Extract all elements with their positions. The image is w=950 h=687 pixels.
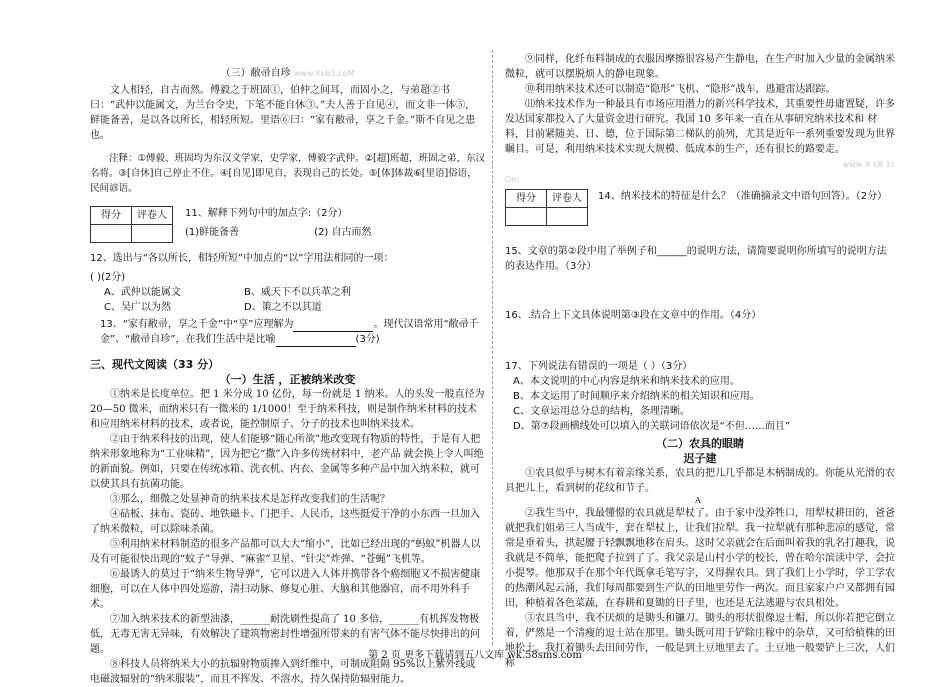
question-13 [90,317,485,347]
paragraph-10: ⑩利用纳米技术还可以制造“隐形”飞机、“隐形”战车，逃避雷达跟踪。 [525,84,836,95]
q17-option-d: D、第⑦段画横线处可以填入的关联词语依次是“不但……而且” [513,421,791,432]
grader-label: 评卷人 [132,207,173,225]
poem-heading [90,66,485,81]
article-2-author: 迟子建 [683,452,717,465]
q13-part-1: 13、“家有敝帚，享之千金”中“享”应理解为 [100,319,294,330]
right-column [505,52,895,671]
paragraph-b3: ③农具当中，我不厌烦的是锄头和镰刀。锄头的形状很像逗士帽，所以你若把它倒立着，俨然是一个清瘦的逗士站在那里。锄头既可用于铲除庄稼中的杂草，又可给植株的田地松土。我扛着锄头去田间劳作，一般是到土豆地里去了。土豆地一般要铲上三次，人们称 [505,613,895,669]
mark-a: A [695,496,701,505]
q13-score: (3分) [355,334,380,345]
question-11: 11、解释下列句中的加点字:（2分） [185,208,348,219]
q17-option-c: C、文章运用总分总的结构，条理清晰。 [513,406,690,417]
mark-a-line [505,496,895,506]
paragraph-1: ①纳米是长度单位。把 1 米分成 10 亿份，每一份就是 1 纳米。人的头发一般直径为 20—50 微米，而纳米只有一微米的 1/1000！至于纳米科技，则是制作纳米材料的技术和应用纳米材料的技术，或者说，能控制原子、分子的技术也叫纳米技术。 [90,389,485,430]
paragraph-8: ⑧科技人员将纳米大小的抗辐射物质掺入到纤维中，可制成阻隔 95%以上紫外线或电磁波辐射的“纳米服装”，而且不挥发、不溶水，持久保持防辐射能力。 [90,659,476,685]
left-column [90,52,485,687]
q12-option-c: C、吴广以为然 [104,302,171,313]
paragraph-6: ⑥最诱人的莫过于“纳米生物导弹”，它可以进入人体并携带各个癌细胞又不损害健康细胞，可以在人体中四处巡游，清扫动脉、修复心脏、大脑和其他器官，而不用外科手术。 [90,569,481,610]
paragraph-b1: ①农具似乎与树木有着亲缘关系，农具的把儿几乎都是木柄制成的。你能从光滑的农具把儿上，看到树的花纹和节子。 [505,468,895,494]
article-1-title: （一）生活 ，正被纳米改变 [219,373,356,386]
grader-label: 评卷人 [547,190,588,208]
question-14: 14、纳米技术的特征是什么？（准确摘录文中语句回答）。（2分） [598,191,888,202]
score-label: 得分 [506,190,547,208]
watermark: www X kB 1c [842,160,895,169]
watermark-line-2 [505,172,895,187]
q17-option-a: A、本文说明的中心内容是纳米和纳米技术的应用。 [513,376,740,387]
question-15: 15、文章的第②段中用了举例子和______的说明方法，请简要说明你所填写的说明方法的表达作用。（3分） [505,246,887,272]
article-2-title: （二）农具的眼睛 [656,437,744,450]
classical-passage: 文人相轻，自古而然。傅毅之于班固①，伯仲之间耳，而固小之，与弟超②书曰：“武仲以能属文，为兰台令史，下笔不能自休③。”夫人善于自见④，而文非一体⑤，鲜能备善，是以各以所长，相轻所短。里语⑥曰：“家有敝帚，享之千金。”斯不自见之患也。 [90,85,476,141]
score-table [90,206,173,243]
q11-item-1: (1)鲜能备善 [185,227,240,238]
question-17: 17、下列说法有错误的一项是（ ）（3分） [505,361,693,372]
q11-block [90,206,485,243]
page-footer: 第 2 页 更多下载请到五八文库 wk.58sms.com [368,650,582,661]
q12-option-d: D、策之不以其道 [244,302,322,313]
paragraph-7: ⑦加入纳米技术的新型油漆，______耐洗刷性提高了 10 多倍，______有机挥发物极低，无毒无害无异味，有效解决了建筑物密封性增强所带来的有害气体不能尽快排出的问题。 [90,614,480,655]
q12-option-b: B、威天下不以兵革之利 [244,287,351,298]
question-16: 16、.结合上下文具体说明第③段在文章中的作用。（4分） [505,310,762,321]
score-cell[interactable] [506,208,547,226]
q13-part-2: 。现代汉语常用“敝帚千金”、“敝帚自珍”，在我们生活中是比喻 [100,319,479,345]
paragraph-11: ⑾纳米技术作为一种最具有市场应用潜力的新兴科学技术，其重要性毋庸置疑，许多发达国家都投入了大量资金进行研究。我国 10 多年来一直在从事研究纳米技术和 材料，目前紧随美、日、德，位于国际第二梯队的前列，尤其是近年一系列重要发现为世界瞩目。可是，利用纳米技术实现大规模、低成本的生产，还有很长的路要走。 [505,99,895,155]
paragraph-2: ②由于纳米科技的出现，使人们能够“随心所欲”地改变现有物质的特性，于是有人把纳米形象地称为“工业味精”，因为把它“撒”入许多传统材料中，老产品 就会换上令人叫绝的新面貌。例如，只要在传统冰箱、洗衣机、内衣、金属等多种产品中加入纳米粒，就可以使其具有抗菌功能。 [90,434,484,490]
watermark-line [505,157,895,172]
question-12: 12、选出与“各以所长，相轻所短”中加点的“以”字用法相同的一项： [90,253,394,264]
score-table [505,189,588,226]
column-divider [492,50,493,645]
section-3-title: 三、现代文阅读（33 分） [90,358,220,371]
paragraph-9: ⑨同样，化纤布料制成的衣服因摩擦很容易产生静电，在生产时加入少量的金属纳米微粒，就可以摆脱烦人的静电现象。 [505,54,895,80]
q12-score: ( )(2分) [90,272,126,283]
q11-item-2: (2) 自古而然 [314,227,372,238]
annotation-notes: 注释：①傅毅、班固均为东汉文学家，史学家，傅毅字武仲。②[超]班超，班固之弟，东汉名将。③[自休]自己停止不住。④[自见]即见自，表现自己的长处。⑤[体]体裁⑥[里语]俗语，民间谚语。 [90,153,485,194]
q13-blank-1[interactable] [293,331,373,332]
q17-option-b: B、本文运用了时间顺序来介绍纳米的相关知识和应用。 [513,391,760,402]
paragraph-4: ④砧板、抹布、瓷砖、地铁磁卡、门把手、人民币，这些挺爱干净的小东西一旦加入了纳米微粒，可以除味杀菌。 [90,509,480,535]
paragraph-3: ③那么，细微之处显神奇的纳米技术是怎样改变我们的生活呢？ [110,494,390,505]
score-cell[interactable] [91,225,132,243]
q12-option-a: A、武仲以能属文 [104,287,181,298]
paragraph-5: ⑤利用纳米材料制造的很多产品都可以大大“缩小”，比如已经出现的“蚂蚁”机器人以及有可能很快出现的“蚊子”导弹、“麻雀”卫星、“针尖”炸弹、“苍蝇”飞机等。 [90,539,481,565]
poem-title: （三）敝帚自珍 [220,68,291,79]
q14-block [505,189,895,226]
watermark: Om [505,175,520,184]
paragraph-b2: ②我生当中，我最懂憬的农具就是犁杖了。由于家中没养牲口，用犁杖耕田的，爸爸就把我们姐弟三人当成牛，套在犁杖上，让我们拉犁。我一拉犁就有那种悲凉的感觉，常常是垂着头，拱起腰于轻飘飘地移在肩头。这时父亲就会在后面叫着我的乳名打趣我，说我就是不简单，能把爬子拉到了了。我父亲是山村小学的校长，曾在哈尔滨读中学，会拉小提琴。他那双手在那个年代既拿毛笔写字，又得握农具。到了我们上小学时，学工学农的热潮风起云涌，我们每周都要到生产队的田地里劳作一两次。而且家家户户又都拥有园田，种植着各色菜蔬，在春耕和夏锄的日子里，也还是无法逃避与农具相处。 [505,508,895,609]
grader-cell[interactable] [547,208,588,226]
q13-blank-2[interactable] [276,346,356,347]
score-label: 得分 [91,207,132,225]
grader-cell[interactable] [132,225,173,243]
watermark: www.Xkb1.coM [293,69,355,78]
